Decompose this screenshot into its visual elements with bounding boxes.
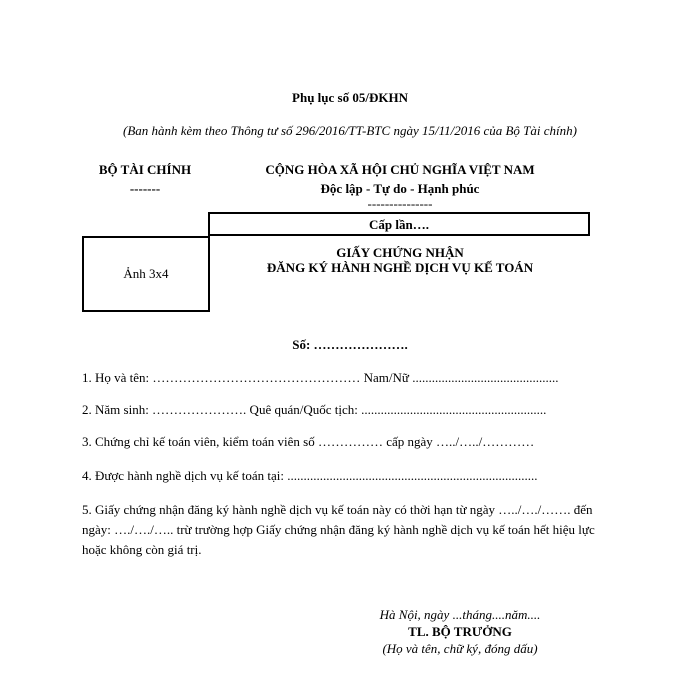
ministry-separator: ------- (129, 181, 161, 196)
ministry-header (75, 160, 215, 198)
state-name: CỘNG HÒA XÃ HỘI CHỦ NGHĨA VIỆT NAM (265, 162, 535, 177)
photo-placeholder (82, 236, 210, 312)
certificate-title (230, 245, 570, 275)
ministry-name: BỘ TÀI CHÍNH (98, 162, 192, 177)
field-birth-year: 2. Năm sinh: …………………. Quê quán/Quốc tịch: ......................................................... (82, 402, 547, 417)
appendix-title: Phụ lục số 05/ĐKHN (292, 90, 408, 105)
signature-note: (Họ và tên, chữ ký, đóng dấu) (382, 641, 538, 656)
state-motto: Độc lập - Tự do - Hạnh phúc (320, 181, 480, 196)
signature-title: TL. BỘ TRƯỞNG (408, 624, 512, 639)
certificate-title-line2: ĐĂNG KÝ HÀNH NGHỀ DỊCH VỤ KẾ TOÁN (266, 260, 534, 275)
issuance-note: (Ban hành kèm theo Thông tư số 296/2016/TT-BTC ngày 15/11/2016 của Bộ Tài chính) (122, 123, 577, 138)
issue-count-box: Cấp lần…. (208, 212, 590, 236)
signature-block (330, 606, 590, 657)
state-separator: --------------- (367, 196, 433, 211)
field-full-name: 1. Họ và tên: ………………………………………… Nam/Nữ ............................................. (82, 370, 559, 385)
certificate-title-line1: GIẤY CHỨNG NHẬN (336, 245, 464, 260)
state-header (240, 160, 560, 213)
photo-label: Ảnh 3x4 (123, 266, 169, 281)
field-validity: 5. Giấy chứng nhận đăng ký hành nghề dịch vụ kế toán này có thời hạn từ ngày …../…./……. đến ngày: …./…./….. trừ trường hợp Giấy chứng nhận đăng ký hành nghề dịch vụ kế toán hết hiệu lực hoặc không còn giá trị. (82, 502, 595, 557)
field-practice-location: 4. Được hành nghề dịch vụ kế toán tại: ............................................................................. (82, 468, 538, 483)
certificate-number: Số: …………………. (292, 337, 408, 352)
signature-place-date: Hà Nội, ngày ...tháng....năm.... (379, 607, 541, 622)
field-certificate: 3. Chứng chỉ kế toán viên, kiểm toán viên số …………… cấp ngày …../…../………… (82, 434, 535, 449)
